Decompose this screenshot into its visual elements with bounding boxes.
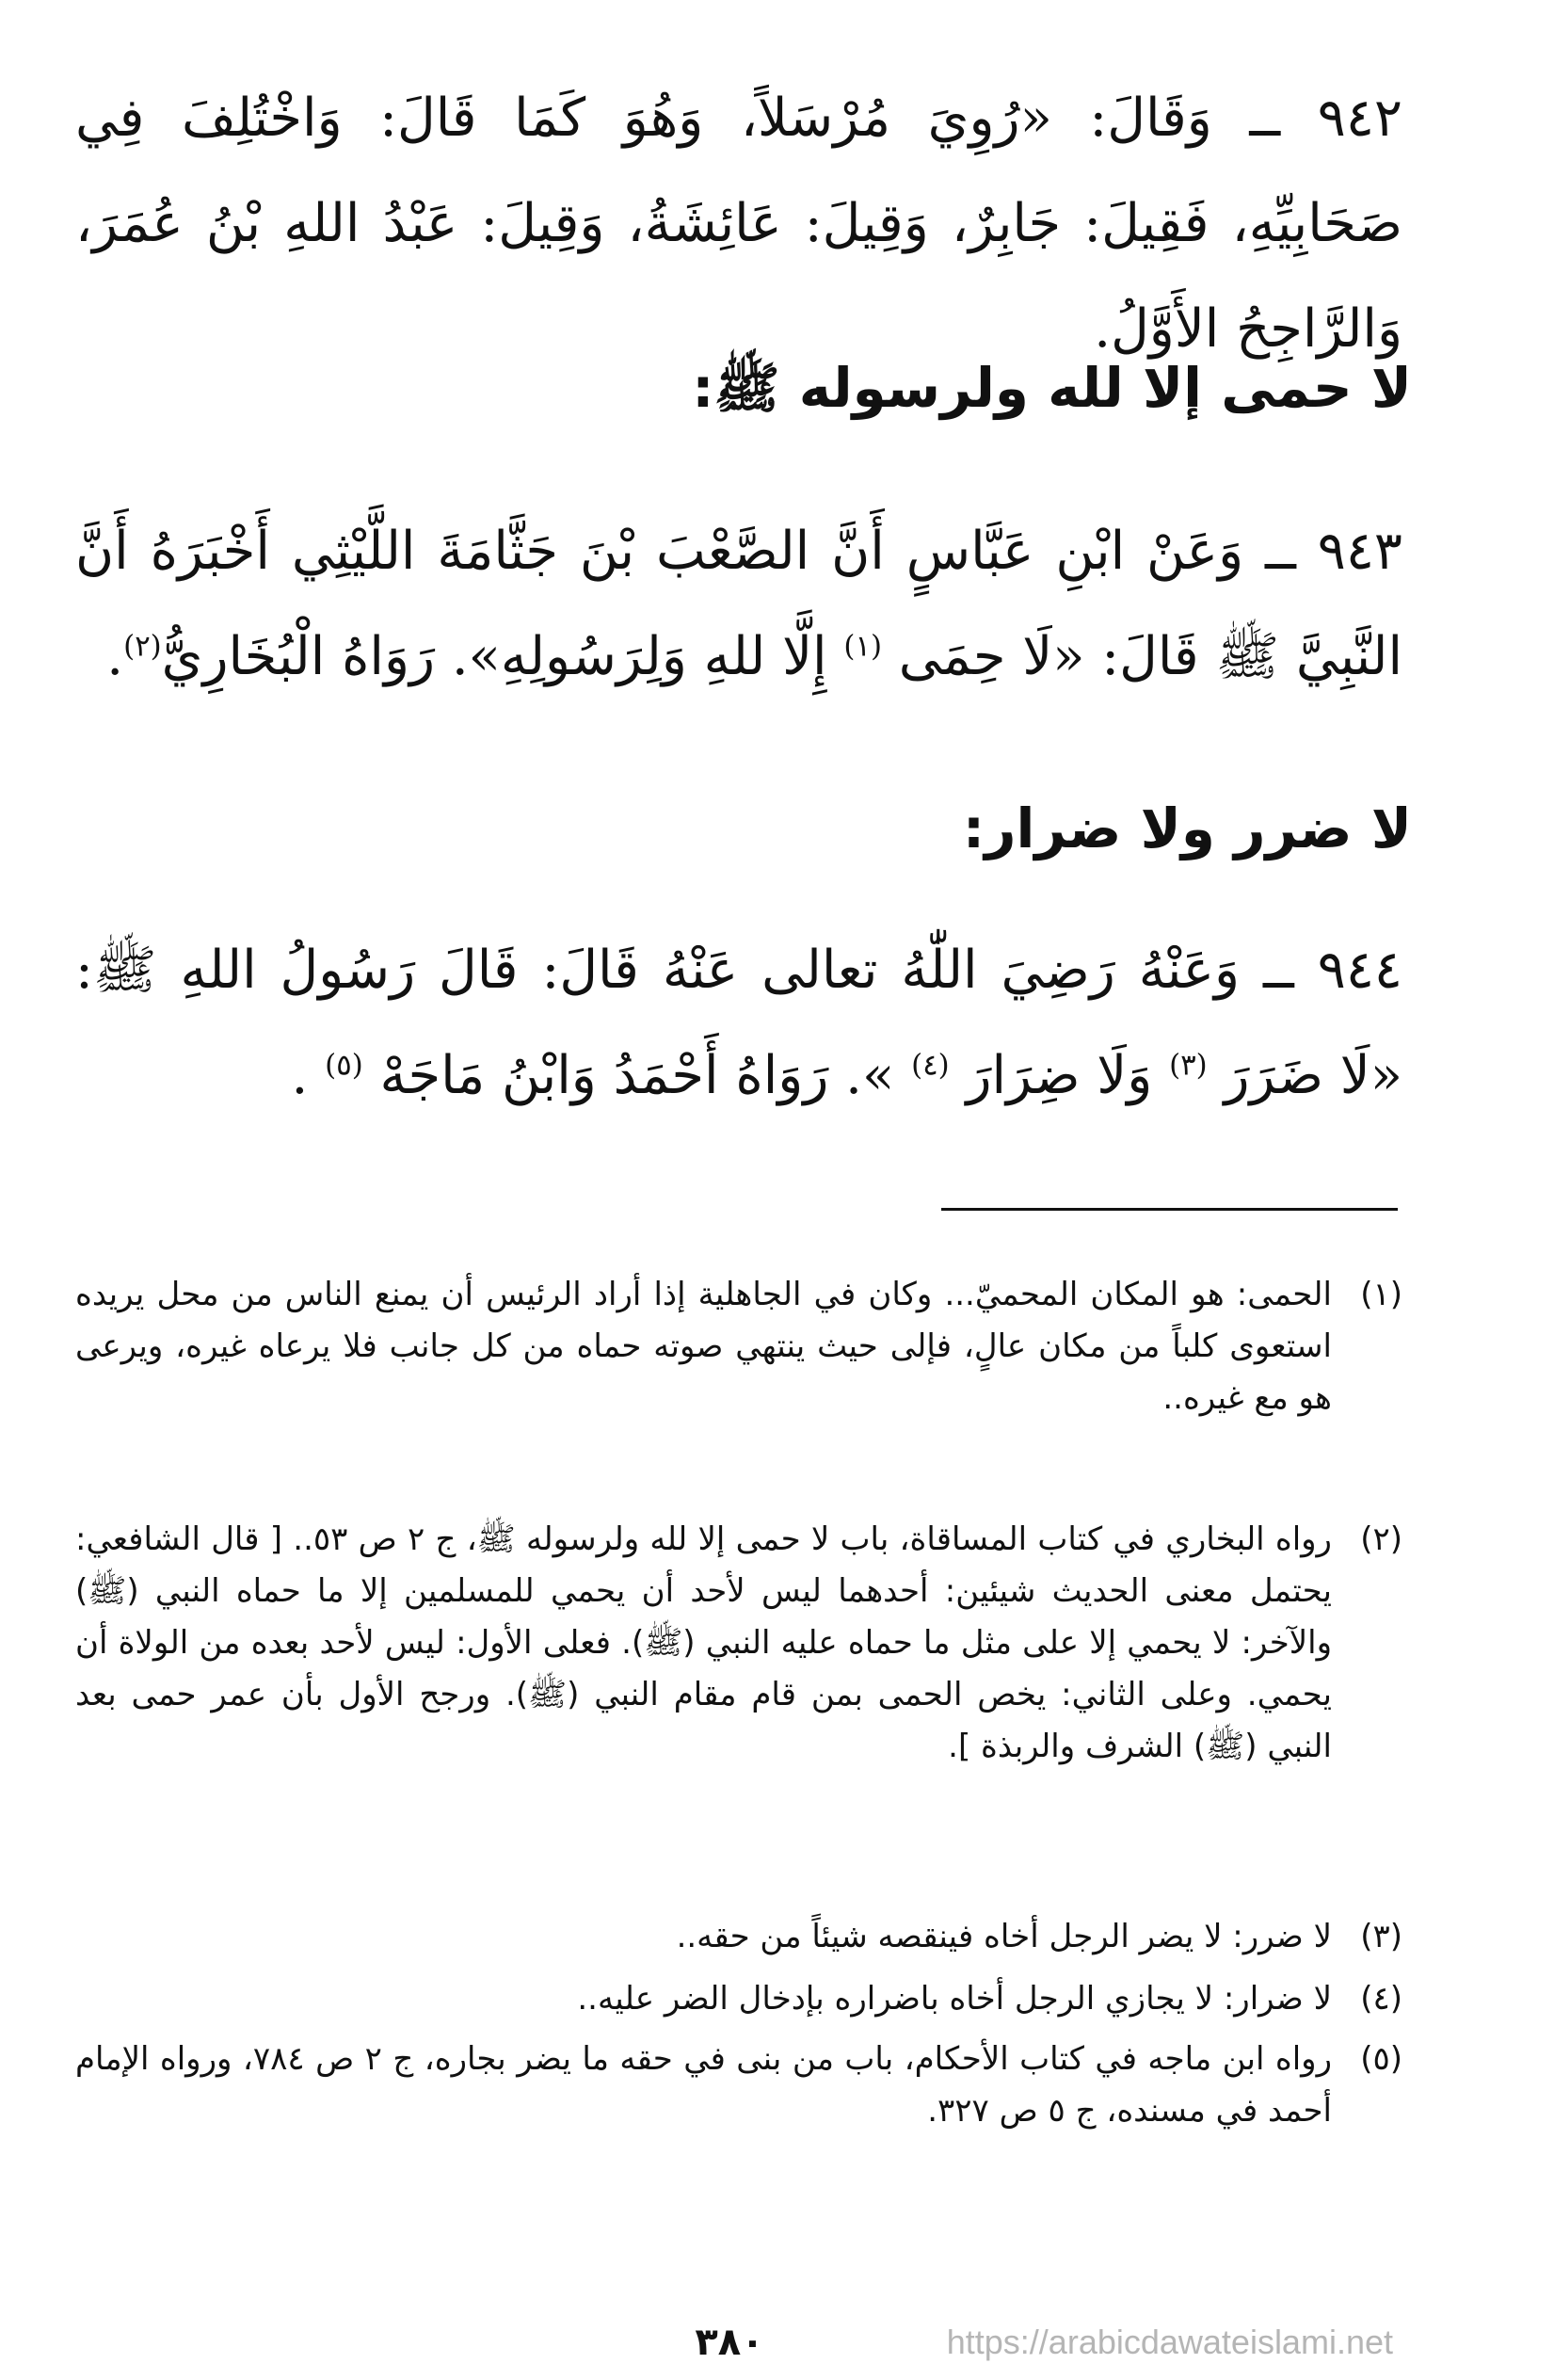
hadith-944-paragraph — [75, 918, 1402, 1129]
footnote-ref-4[interactable]: (٤) — [911, 1048, 950, 1083]
footnote-4-number: (٤) — [1360, 1980, 1402, 2018]
footnote-ref-1[interactable]: (١) — [843, 629, 882, 664]
hadith-943-text-before: ٩٤٣ ــ وَعَنْ ابْنِ عَبَّاسٍ أَنَّ الصَّعْبَ بْنَ جَثَّامَةَ اللَّيْثِي أَخْبَرَهُ أَنَّ النَّبِيَّ ﷺ قَالَ: «لَا حِمَى — [75, 521, 1402, 687]
footnote-ref-3[interactable]: (٣) — [1169, 1048, 1208, 1083]
hadith-943-text-end: . — [106, 626, 124, 687]
footnote-5 — [75, 2034, 1402, 2137]
footnote-separator — [941, 1208, 1398, 1211]
hadith-944-text-before: ٩٤٤ ــ وَعَنْهُ رَضِيَ اللّٰهُ تعالى عَنْهُ قَالَ: قَالَ رَسُولُ اللهِ ﷺ: «لَا ضَرَرَ — [75, 940, 1402, 1106]
watermark-url: https://arabicdawateislami.net — [946, 2323, 1393, 2361]
footnote-2 — [75, 1514, 1402, 1773]
footnote-3-text: لا ضرر: لا يضر الرجل أخاه فينقصه شيئاً من حقه.. — [676, 1918, 1332, 1955]
footnote-1-text: الحمى: هو المكان المحميّ... وكان في الجاهلية إذا أراد الرئيس أن يمنع الناس من محل يريده استعوى كلباً من مكان عالٍ، فإلى حيث ينتهي صوته حماه من كل جانب فلا يرعاه غيره، ويرعى هو مع غيره.. — [75, 1276, 1332, 1417]
hadith-944-text-after: ». رَوَاهُ أَحْمَدُ وَابْنُ مَاجَهْ — [379, 1045, 895, 1106]
footnote-3 — [75, 1911, 1402, 1963]
page-number: ٣٨٠ — [695, 2321, 764, 2364]
footnote-ref-5[interactable]: (٥) — [325, 1048, 363, 1083]
footnote-4-text: لا ضرار: لا يجازي الرجل أخاه باضراره بإدخال الضر عليه.. — [577, 1980, 1332, 2018]
footnote-2-number: (٢) — [1360, 1520, 1402, 1558]
section-heading-hima: لا حمى إلا لله ولرسوله ﷺ: — [692, 356, 1412, 420]
footnote-5-number: (٥) — [1360, 2040, 1402, 2078]
hadith-942-text: ٩٤٢ ــ وَقَالَ: «رُوِيَ مُرْسَلاً، وَهُوَ كَمَا قَالَ: وَاخْتُلِفَ فِي صَحَابِيِّهِ، فَقِيلَ: جَابِرٌ، وَقِيلَ: عَائِشَةُ، وَقِيلَ: عَبْدُ اللهِ بْنُ عُمَرَ، وَالرَّاجِحُ الأَوَّلُ. — [75, 88, 1402, 360]
footnote-1 — [75, 1269, 1402, 1424]
hadith-944-text-middle: وَلَا ضِرَارَ — [966, 1045, 1153, 1106]
footnote-ref-2[interactable]: (٢) — [123, 629, 162, 664]
footnote-1-number: (١) — [1360, 1276, 1402, 1313]
footnote-5-text: رواه ابن ماجه في كتاب الأحكام، باب من بنى في حقه ما يضر بجاره، ج ٢ ص ٧٨٤، ورواه الإمام أحمد في مسنده، ج ٥ ص ٣٢٧. — [75, 2040, 1332, 2130]
hadith-944-text-end: . — [291, 1045, 309, 1106]
footnote-3-number: (٣) — [1360, 1918, 1402, 1955]
hadith-942-paragraph — [75, 66, 1402, 382]
hadith-943-text-middle: إِلَّا للهِ وَلِرَسُولِهِ». رَوَاهُ الْبُخَارِيُّ — [161, 626, 827, 687]
hadith-943-paragraph — [75, 499, 1402, 710]
footnote-4 — [75, 1973, 1402, 2025]
section-heading-darar: لا ضرر ولا ضرار: — [962, 796, 1412, 860]
footnote-2-text: رواه البخاري في كتاب المساقاة، باب لا حمى إلا لله ولرسوله ﷺ، ج ٢ ص ٥٣.. [ قال الشافعي: يحتمل معنى الحديث شيئين: أحدهما ليس لأحد أن يحمي للمسلمين إلا ما حماه النبي (ﷺ) والآخر: لا يحمي إلا على مثل ما حماه عليه النبي (ﷺ). فعلى الأول: ليس لأحد بعده من الولاة أن يحمي. وعلى الثاني: يخص الحمى بمن قام مقام النبي (ﷺ). ورجح الأول بأن عمر حمى بعد النبي (ﷺ) الشرف والربذة ]. — [75, 1520, 1332, 1765]
